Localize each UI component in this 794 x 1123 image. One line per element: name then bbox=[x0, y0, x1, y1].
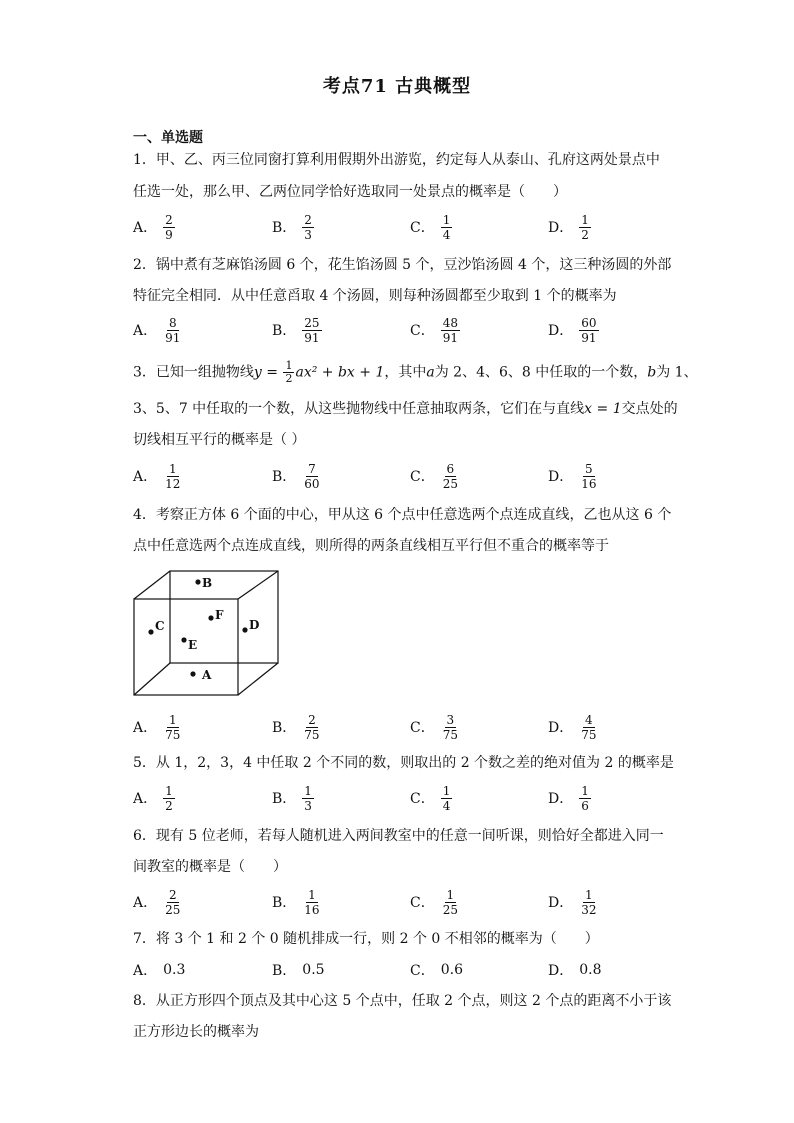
q4-option-d: D． $\frac{4}{75}$ bbox=[548, 712, 597, 742]
q6-option-b: B． $\frac{1}{16}$ bbox=[272, 887, 320, 917]
point-e-label: E bbox=[188, 638, 198, 652]
cube-figure bbox=[128, 566, 292, 701]
question-1-line-2: 任选一处，那么甲、乙两位同学恰好选取同一处景点的概率是（ ） bbox=[133, 184, 567, 200]
point-c-label: C bbox=[155, 619, 165, 633]
q1-option-c: C． $\frac{1}{4}$ bbox=[410, 212, 451, 242]
question-3-line-3: 切线相互平行的概率是（ ） bbox=[133, 432, 306, 448]
question-6-line-1: 6．现有 5 位老师，若每人随机进入两间教室中的任意一间听课，则恰好全都进入同一 bbox=[133, 828, 664, 844]
point-a-dot bbox=[190, 671, 195, 676]
question-1-line-1: 1．甲、乙、丙三位同窗打算利用假期外出游览，约定每人从泰山、孔府这两处景点中 bbox=[133, 152, 660, 168]
question-4-options bbox=[133, 707, 693, 747]
point-f-label: F bbox=[215, 608, 224, 622]
point-d-label: D bbox=[249, 618, 260, 632]
question-2-line-1: 2．锅中煮有芝麻馅汤圆 6 个，花生馅汤圆 5 个，豆沙馅汤圆 4 个，这三种汤圆的外部 bbox=[133, 257, 672, 273]
q2-option-c: C． $\frac{48}{91}$ bbox=[410, 315, 458, 345]
q1-option-d: D． $\frac{1}{2}$ bbox=[548, 212, 589, 242]
question-7-options bbox=[133, 959, 693, 981]
question-5-line-1: 5．从 1，2，3，4 中任取 2 个不同的数，则取出的 2 个数之差的绝对值为 2 的概率是 bbox=[133, 755, 674, 771]
q4-option-a: A． $\frac{1}{75}$ bbox=[133, 712, 181, 742]
q3-option-b: B． $\frac{7}{60}$ bbox=[272, 461, 320, 491]
question-3-line-2: 3、5、7 中任取的一个数，从这些抛物线中任意抽取两条，它们在与直线x = 1交点处的 bbox=[133, 401, 678, 417]
q2-option-d: D． $\frac{60}{91}$ bbox=[548, 315, 597, 345]
section-heading: 一、单选题 bbox=[133, 130, 203, 146]
q1-option-b: B． $\frac{2}{3}$ bbox=[272, 212, 312, 242]
q7-option-c: C． 0.6 bbox=[410, 962, 463, 979]
question-4-line-2: 点中任意选两个点连成直线，则所得的两条直线相互平行但不重合的概率等于 bbox=[133, 538, 609, 554]
question-7-line-1: 7．将 3 个 1 和 2 个 0 随机排成一行，则 2 个 0 不相邻的概率为（ ） bbox=[133, 931, 599, 947]
cube-edge-bottom-right bbox=[238, 663, 278, 695]
q7-option-a: A． 0.3 bbox=[133, 962, 186, 979]
cube-edge-bottom-left bbox=[134, 663, 170, 695]
point-b-label: B bbox=[202, 576, 213, 590]
cube-edge-top-left bbox=[134, 571, 170, 599]
q6-option-d: D． $\frac{1}{32}$ bbox=[548, 887, 597, 917]
q5-option-d: D． $\frac{1}{6}$ bbox=[548, 783, 589, 813]
point-c-dot bbox=[148, 629, 153, 634]
q2-option-b: B． $\frac{25}{91}$ bbox=[272, 315, 320, 345]
q5-option-c: C． $\frac{1}{4}$ bbox=[410, 783, 451, 813]
point-a-label: A bbox=[202, 668, 212, 682]
q7-option-b: B． 0.5 bbox=[272, 962, 325, 979]
question-6-options bbox=[133, 882, 693, 922]
page-title: 考点71 古典概型 bbox=[322, 76, 472, 97]
question-8-line-1: 8．从正方形四个顶点及其中心这 5 个点中，任取 2 个点，则这 2 个点的距离不小于该 bbox=[133, 993, 672, 1009]
q2-option-a: A． $\frac{8}{91}$ bbox=[133, 315, 181, 345]
point-b-dot bbox=[195, 579, 200, 584]
q4-option-c: C． $\frac{3}{75}$ bbox=[410, 712, 458, 742]
question-8-line-2: 正方形边长的概率为 bbox=[133, 1024, 259, 1040]
q7-option-d: D． 0.8 bbox=[548, 962, 602, 979]
question-2-options bbox=[133, 310, 693, 350]
q5-option-b: B． $\frac{1}{3}$ bbox=[272, 783, 312, 813]
point-f-dot bbox=[208, 615, 213, 620]
question-3-line-1: 3．已知一组抛物线y = $\frac{1}{2}$ ax² + bx + 1，其中a为 2、4、6、8 中任取的一个数，b为 1、 bbox=[133, 359, 698, 385]
q1-option-a: A． $\frac{2}{9}$ bbox=[133, 212, 173, 242]
q4-option-b: B． $\frac{2}{75}$ bbox=[272, 712, 320, 742]
question-5-options bbox=[133, 778, 693, 818]
question-4-line-1: 4．考察正方体 6 个面的中心，甲从这 6 个点中任意选两个点连成直线，乙也从这 6 个 bbox=[133, 507, 672, 523]
cube-back-face bbox=[170, 571, 278, 663]
cube-edge-top-right bbox=[238, 571, 278, 599]
q3-option-c: C． $\frac{6}{25}$ bbox=[410, 461, 458, 491]
question-1-options bbox=[133, 207, 693, 247]
question-2-line-2: 特征完全相同．从中任意舀取 4 个汤圆，则每种汤圆都至少取到 1 个的概率为 bbox=[133, 288, 617, 304]
question-6-line-2: 间教室的概率是（ ） bbox=[133, 859, 287, 875]
q3-option-d: D． $\frac{5}{16}$ bbox=[548, 461, 597, 491]
question-3-options bbox=[133, 456, 693, 496]
q5-option-a: A． $\frac{1}{2}$ bbox=[133, 783, 173, 813]
q3-option-a: A． $\frac{1}{12}$ bbox=[133, 461, 181, 491]
point-d-dot bbox=[242, 627, 247, 632]
point-e-dot bbox=[181, 637, 186, 642]
q6-option-c: C． $\frac{1}{25}$ bbox=[410, 887, 458, 917]
q6-option-a: A． $\frac{2}{25}$ bbox=[133, 887, 181, 917]
